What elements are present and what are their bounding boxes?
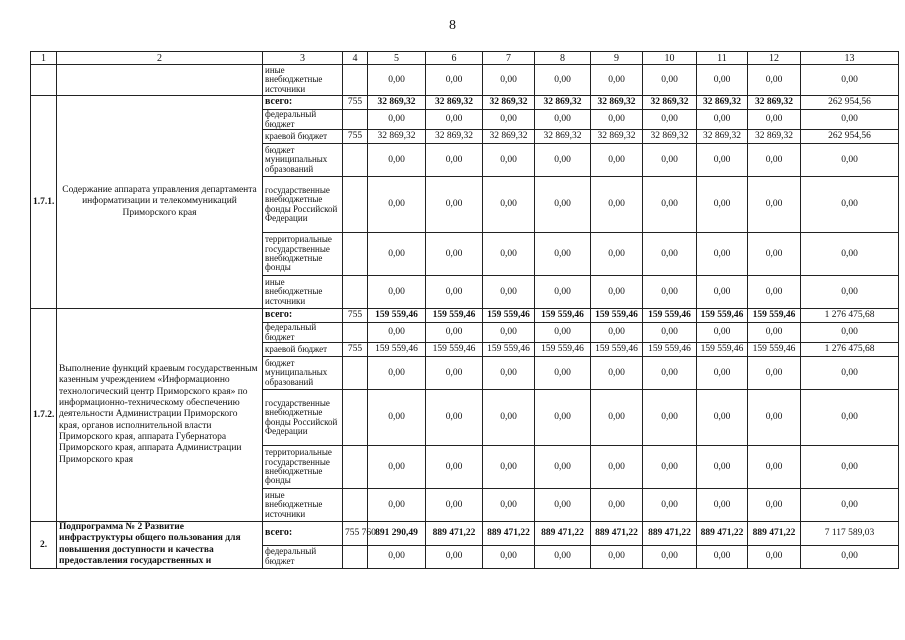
funding-source: федеральный бюджет	[263, 323, 343, 343]
section-number: 1.7.2.	[31, 309, 57, 522]
amount-cell: 0,00	[748, 357, 801, 390]
amount-cell: 0,00	[697, 357, 748, 390]
budget-code	[343, 65, 368, 96]
amount-cell: 159 559,46	[591, 309, 643, 323]
amount-cell: 0,00	[535, 144, 591, 177]
amount-cell: 0,00	[643, 177, 697, 233]
budget-code: 755	[343, 309, 368, 323]
section-number	[31, 65, 57, 96]
amount-cell: 0,00	[483, 545, 535, 568]
col-header: 9	[591, 52, 643, 65]
amount-cell: 0,00	[483, 276, 535, 309]
budget-code	[343, 276, 368, 309]
amount-cell: 32 869,32	[591, 130, 643, 144]
funding-source: бюджет муниципальных образований	[263, 144, 343, 177]
section-title: Выполнение функций краевым государственным казенным учреждением «Информационно технологический центр Приморского края» по информационно-техническому обеспечению деятельности Администрации Приморского края, органов исполнительной власти Приморского края, аппарата Губернатора Приморского края, аппарата Администрации Приморского края	[57, 309, 263, 522]
amount-cell: 0,00	[368, 65, 426, 96]
amount-cell: 0,00	[368, 233, 426, 276]
amount-cell: 0,00	[591, 446, 643, 489]
amount-cell: 0,00	[426, 65, 483, 96]
amount-cell: 889 471,22	[748, 522, 801, 546]
funding-source: федеральный бюджет	[263, 545, 343, 568]
col-header: 1	[31, 52, 57, 65]
amount-cell: 0,00	[643, 144, 697, 177]
amount-cell: 0,00	[697, 276, 748, 309]
amount-cell: 0,00	[591, 357, 643, 390]
amount-cell: 32 869,32	[535, 96, 591, 110]
amount-cell: 889 471,22	[535, 522, 591, 546]
amount-cell: 0,00	[748, 446, 801, 489]
amount-cell: 0,00	[748, 276, 801, 309]
amount-cell: 0,00	[426, 357, 483, 390]
amount-cell: 0,00	[483, 489, 535, 522]
funding-source: государственные внебюджетные фонды Российской Федерации	[263, 390, 343, 446]
budget-code: 755	[343, 343, 368, 357]
amount-cell: 0,00	[697, 545, 748, 568]
amount-cell: 0,00	[368, 390, 426, 446]
amount-cell: 0,00	[801, 144, 899, 177]
budget-code	[343, 489, 368, 522]
amount-cell: 0,00	[426, 323, 483, 343]
amount-cell: 0,00	[426, 446, 483, 489]
amount-cell: 0,00	[535, 65, 591, 96]
amount-cell: 32 869,32	[368, 130, 426, 144]
amount-cell: 0,00	[483, 446, 535, 489]
amount-cell: 0,00	[426, 489, 483, 522]
amount-cell: 0,00	[368, 489, 426, 522]
budget-code	[343, 357, 368, 390]
amount-cell: 0,00	[426, 177, 483, 233]
amount-cell: 0,00	[748, 177, 801, 233]
amount-cell: 0,00	[697, 110, 748, 130]
amount-cell: 0,00	[697, 65, 748, 96]
funding-source: краевой бюджет	[263, 343, 343, 357]
amount-cell: 889 471,22	[426, 522, 483, 546]
table-row	[31, 96, 899, 110]
funding-source: всего:	[263, 309, 343, 323]
amount-cell: 0,00	[535, 323, 591, 343]
budget-code	[343, 545, 368, 568]
amount-cell: 0,00	[643, 545, 697, 568]
amount-cell: 159 559,46	[368, 343, 426, 357]
amount-cell: 0,00	[643, 276, 697, 309]
amount-cell: 0,00	[591, 177, 643, 233]
funding-source: иные внебюджетные источники	[263, 489, 343, 522]
amount-cell: 159 559,46	[591, 343, 643, 357]
col-header: 3	[263, 52, 343, 65]
section-title	[57, 65, 263, 96]
amount-cell: 0,00	[535, 233, 591, 276]
amount-cell: 0,00	[748, 110, 801, 130]
amount-cell: 32 869,32	[426, 96, 483, 110]
amount-cell: 0,00	[535, 110, 591, 130]
amount-cell: 32 869,32	[368, 96, 426, 110]
amount-cell: 0,00	[643, 390, 697, 446]
amount-cell: 0,00	[426, 545, 483, 568]
section-number: 1.7.1.	[31, 96, 57, 309]
amount-cell: 0,00	[801, 276, 899, 309]
amount-cell: 32 869,32	[591, 96, 643, 110]
amount-cell: 0,00	[643, 489, 697, 522]
amount-cell: 0,00	[748, 323, 801, 343]
amount-cell: 0,00	[801, 323, 899, 343]
amount-cell: 0,00	[591, 65, 643, 96]
amount-cell: 0,00	[801, 177, 899, 233]
amount-cell: 0,00	[697, 446, 748, 489]
budget-code	[343, 144, 368, 177]
amount-cell: 159 559,46	[643, 343, 697, 357]
table-row	[31, 65, 899, 96]
budget-code	[343, 177, 368, 233]
amount-cell: 0,00	[801, 65, 899, 96]
funding-source: всего:	[263, 96, 343, 110]
amount-cell: 0,00	[426, 110, 483, 130]
amount-cell: 0,00	[801, 110, 899, 130]
budget-code	[343, 390, 368, 446]
amount-cell: 0,00	[426, 144, 483, 177]
section-title: Подпрограмма № 2 Развитие инфраструктуры общего пользования для повышения доступности и качества предоставления государственных и	[57, 522, 263, 569]
amount-cell: 0,00	[368, 323, 426, 343]
amount-cell: 159 559,46	[426, 309, 483, 323]
amount-cell: 159 559,46	[426, 343, 483, 357]
budget-code	[343, 323, 368, 343]
amount-cell: 0,00	[748, 390, 801, 446]
amount-cell: 0,00	[697, 177, 748, 233]
funding-source: территориальные государственные внебюджетные фонды	[263, 446, 343, 489]
amount-cell: 0,00	[748, 233, 801, 276]
amount-cell: 159 559,46	[748, 343, 801, 357]
funding-source: иные внебюджетные источники	[263, 276, 343, 309]
amount-cell: 0,00	[801, 357, 899, 390]
amount-cell: 0,00	[483, 390, 535, 446]
amount-cell: 0,00	[368, 446, 426, 489]
amount-cell: 889 471,22	[697, 522, 748, 546]
amount-cell: 0,00	[483, 357, 535, 390]
amount-cell: 159 559,46	[697, 309, 748, 323]
amount-cell: 159 559,46	[643, 309, 697, 323]
funding-source: федеральный бюджет	[263, 110, 343, 130]
amount-cell: 0,00	[483, 110, 535, 130]
col-header: 12	[748, 52, 801, 65]
amount-cell: 1 276 475,68	[801, 309, 899, 323]
amount-cell: 0,00	[591, 233, 643, 276]
amount-cell: 0,00	[483, 323, 535, 343]
amount-cell: 32 869,32	[697, 96, 748, 110]
amount-cell: 0,00	[697, 323, 748, 343]
amount-cell: 1 276 475,68	[801, 343, 899, 357]
amount-cell: 0,00	[426, 276, 483, 309]
amount-cell: 0,00	[535, 177, 591, 233]
amount-cell: 0,00	[483, 233, 535, 276]
amount-cell: 0,00	[801, 390, 899, 446]
amount-cell: 262 954,56	[801, 130, 899, 144]
amount-cell: 0,00	[801, 446, 899, 489]
amount-cell: 0,00	[591, 144, 643, 177]
amount-cell: 32 869,32	[748, 96, 801, 110]
amount-cell: 159 559,46	[535, 343, 591, 357]
funding-source: государственные внебюджетные фонды Российской Федерации	[263, 177, 343, 233]
col-header: 6	[426, 52, 483, 65]
amount-cell: 0,00	[591, 390, 643, 446]
amount-cell: 0,00	[426, 233, 483, 276]
amount-cell: 159 559,46	[697, 343, 748, 357]
section-number: 2.	[31, 522, 57, 569]
amount-cell: 0,00	[535, 489, 591, 522]
page-number: 8	[449, 18, 456, 33]
amount-cell: 0,00	[748, 545, 801, 568]
amount-cell: 0,00	[748, 144, 801, 177]
col-header: 10	[643, 52, 697, 65]
amount-cell: 0,00	[591, 545, 643, 568]
amount-cell: 32 869,32	[643, 130, 697, 144]
amount-cell: 159 559,46	[535, 309, 591, 323]
amount-cell: 32 869,32	[535, 130, 591, 144]
amount-cell: 0,00	[368, 276, 426, 309]
amount-cell: 0,00	[535, 357, 591, 390]
amount-cell: 0,00	[697, 144, 748, 177]
amount-cell: 0,00	[697, 390, 748, 446]
amount-cell: 891 290,49	[368, 522, 426, 546]
funding-source: краевой бюджет	[263, 130, 343, 144]
budget-code	[343, 110, 368, 130]
col-header: 11	[697, 52, 748, 65]
funding-source: иные внебюджетные источники	[263, 65, 343, 96]
amount-cell: 889 471,22	[483, 522, 535, 546]
amount-cell: 0,00	[801, 233, 899, 276]
amount-cell: 0,00	[697, 489, 748, 522]
amount-cell: 0,00	[643, 357, 697, 390]
col-header: 5	[368, 52, 426, 65]
amount-cell: 0,00	[535, 545, 591, 568]
col-header: 13	[801, 52, 899, 65]
amount-cell: 0,00	[591, 489, 643, 522]
budget-table	[30, 51, 899, 569]
amount-cell: 0,00	[483, 144, 535, 177]
funding-source: всего:	[263, 522, 343, 546]
amount-cell: 0,00	[697, 233, 748, 276]
funding-source: территориальные государственные внебюджетные фонды	[263, 233, 343, 276]
table-row	[31, 522, 899, 546]
amount-cell: 32 869,32	[426, 130, 483, 144]
amount-cell: 0,00	[535, 276, 591, 309]
col-header: 2	[57, 52, 263, 65]
amount-cell: 0,00	[591, 276, 643, 309]
amount-cell: 0,00	[483, 65, 535, 96]
amount-cell: 0,00	[368, 357, 426, 390]
budget-code	[343, 233, 368, 276]
budget-code: 755	[343, 96, 368, 110]
amount-cell: 0,00	[483, 177, 535, 233]
amount-cell: 262 954,56	[801, 96, 899, 110]
amount-cell: 159 559,46	[368, 309, 426, 323]
budget-code: 755	[343, 130, 368, 144]
amount-cell: 0,00	[643, 110, 697, 130]
amount-cell: 0,00	[801, 545, 899, 568]
col-header: 7	[483, 52, 535, 65]
amount-cell: 7 117 589,03	[801, 522, 899, 546]
amount-cell: 0,00	[748, 489, 801, 522]
section-title: Содержание аппарата управления департамента информатизации и телекоммуникаций Приморского края	[57, 96, 263, 309]
amount-cell: 159 559,46	[748, 309, 801, 323]
amount-cell: 0,00	[368, 545, 426, 568]
budget-code: 755 760	[343, 522, 368, 546]
amount-cell: 32 869,32	[748, 130, 801, 144]
table-row	[31, 309, 899, 323]
amount-cell: 32 869,32	[643, 96, 697, 110]
amount-cell: 32 869,32	[697, 130, 748, 144]
amount-cell: 0,00	[535, 446, 591, 489]
amount-cell: 0,00	[591, 110, 643, 130]
amount-cell: 0,00	[426, 390, 483, 446]
amount-cell: 0,00	[368, 110, 426, 130]
funding-source: бюджет муниципальных образований	[263, 357, 343, 390]
amount-cell: 159 559,46	[483, 343, 535, 357]
header-row	[31, 52, 899, 65]
amount-cell: 0,00	[748, 65, 801, 96]
amount-cell: 159 559,46	[483, 309, 535, 323]
budget-code	[343, 446, 368, 489]
amount-cell: 32 869,32	[483, 130, 535, 144]
amount-cell: 0,00	[643, 446, 697, 489]
amount-cell: 889 471,22	[643, 522, 697, 546]
amount-cell: 32 869,32	[483, 96, 535, 110]
amount-cell: 0,00	[535, 390, 591, 446]
amount-cell: 0,00	[643, 65, 697, 96]
amount-cell: 0,00	[643, 323, 697, 343]
col-header: 8	[535, 52, 591, 65]
table-body	[31, 65, 899, 569]
amount-cell: 0,00	[591, 323, 643, 343]
amount-cell: 0,00	[801, 489, 899, 522]
amount-cell: 889 471,22	[591, 522, 643, 546]
amount-cell: 0,00	[368, 144, 426, 177]
amount-cell: 0,00	[643, 233, 697, 276]
amount-cell: 0,00	[368, 177, 426, 233]
col-header: 4	[343, 52, 368, 65]
